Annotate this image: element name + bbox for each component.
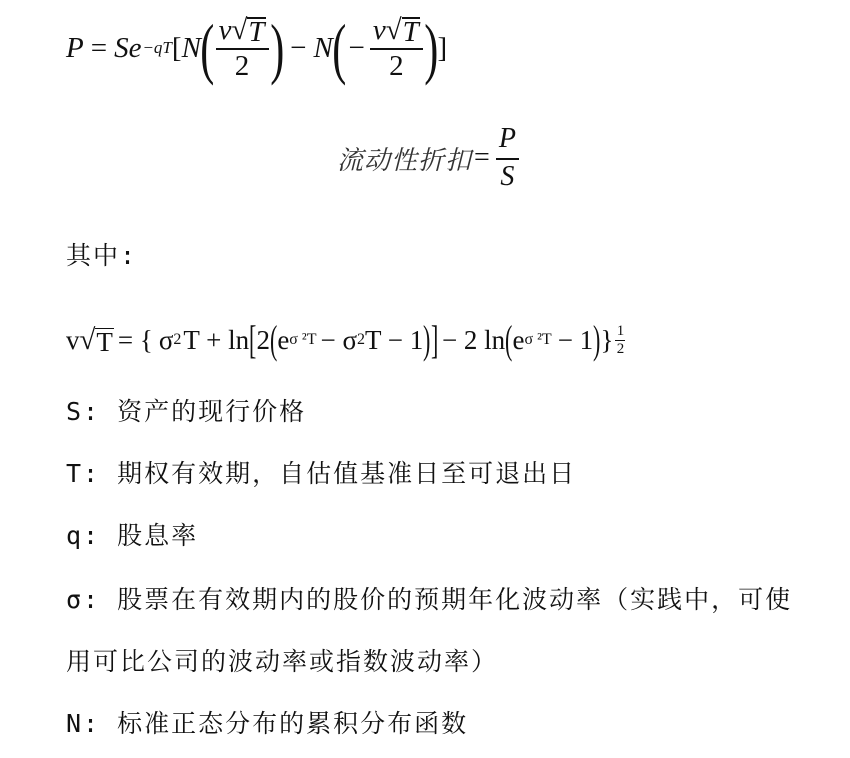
formula3-minus-one: − 1	[557, 324, 594, 355]
formula1-paren-open-2: (	[332, 10, 347, 86]
formula3-paren-close: )	[423, 317, 431, 362]
half-numerator: 1	[616, 322, 625, 339]
definition-term: S:	[66, 397, 101, 426]
formula3-e-2: e	[512, 324, 525, 355]
formula1-n-first: N	[181, 31, 201, 64]
radicand-t: T	[402, 16, 419, 48]
formula1-s: S	[114, 31, 129, 64]
formula-v-sqrt-t	[66, 312, 625, 368]
formula1-paren-close: )	[269, 10, 284, 86]
formula3-paren-open-2: (	[505, 317, 513, 362]
formula1-fraction-first	[216, 14, 269, 82]
definition-term: σ:	[66, 585, 101, 614]
radical-sign: √	[79, 324, 96, 356]
definition-text: 资产的现行价格	[117, 397, 307, 426]
formula3-minus-sigma: − σ	[320, 324, 358, 355]
formula3-equals-brace: = {	[117, 324, 153, 355]
definition-sigma	[66, 585, 792, 615]
formula3-sigma: σ	[158, 324, 174, 355]
formula3-exponent: σ ²T	[289, 331, 317, 348]
formula3-bracket-close: ]	[430, 317, 438, 362]
radicand-t: T	[96, 327, 113, 357]
formula3-t-minus-one: T − 1	[365, 324, 424, 355]
formula3-e: e	[277, 324, 290, 355]
formula1-v: v	[372, 14, 386, 46]
formula3-v: v	[66, 324, 80, 355]
radical-sign: √	[231, 14, 248, 46]
formula-liquidity-discount	[337, 118, 521, 198]
radicand-t: T	[248, 16, 265, 48]
formula2-numerator: P	[498, 123, 516, 154]
definition-text: 用可比公司的波动率或指数波动率）	[66, 647, 499, 676]
formula3-paren-open: (	[269, 317, 278, 362]
sqrt-t	[385, 14, 420, 48]
formula1-lbracket: [	[171, 31, 182, 64]
formula1-v: v	[218, 14, 232, 46]
definition-text: 期权有效期，自估值基准日至可退出日	[117, 459, 577, 488]
formula1-lhs: P	[66, 31, 84, 64]
formula2-label: 流动性折扣	[337, 145, 473, 176]
formula3-half-exponent	[615, 324, 625, 357]
fraction-denominator: 2	[389, 50, 404, 82]
sqrt-t	[80, 325, 114, 355]
definition-term: q:	[66, 521, 101, 550]
formula3-paren-close-2: )	[593, 317, 601, 362]
formula1-neg: −	[348, 31, 365, 64]
formula1-fraction-second	[370, 14, 423, 82]
formula3-exponent-2: σ ²T	[524, 331, 552, 348]
formula1-equals: =	[90, 31, 108, 64]
formula3-square: 2	[357, 331, 366, 348]
sqrt-t	[231, 14, 265, 48]
formula3-minus-2ln: − 2 ln	[441, 324, 506, 355]
definition-text: 股票在有效期内的股价的预期年化波动率（实践中，可使	[117, 585, 793, 614]
formula3-coef-two: 2	[256, 324, 270, 355]
fraction-numerator	[216, 14, 269, 48]
definition-text: 标准正态分布的累积分布函数	[117, 709, 469, 738]
formula-put-value	[66, 8, 447, 88]
definition-q	[66, 521, 198, 551]
definition-term: T:	[66, 459, 101, 488]
formula1-n-second: N	[313, 31, 333, 64]
formula3-bracket-open: [	[249, 317, 257, 362]
fraction-denominator: 2	[234, 50, 250, 82]
formula1-rbracket: ]	[437, 31, 448, 64]
formula2-denominator: S	[500, 161, 515, 192]
definition-n	[66, 709, 468, 739]
formula3-t-plus-ln: T + ln	[183, 324, 250, 355]
definition-text: 股息率	[117, 521, 199, 550]
fraction-numerator	[370, 14, 423, 48]
definition-t	[66, 459, 576, 489]
formula2-equals: =	[474, 142, 490, 173]
formula1-minus: −	[290, 31, 307, 64]
formula1-paren-open: (	[200, 10, 215, 86]
formula2-fraction	[496, 122, 519, 194]
definition-term: N:	[66, 709, 101, 738]
definition-sigma-continued	[66, 647, 498, 677]
definition-s	[66, 397, 306, 427]
formula1-paren-close-2: )	[424, 10, 439, 86]
formula1-e: e	[128, 31, 142, 64]
half-denominator: 2	[616, 340, 625, 357]
intro-text: 其中:	[66, 241, 138, 270]
formula3-brace-close: }	[600, 324, 614, 355]
formula3-square: 2	[173, 331, 182, 348]
radical-sign: √	[385, 14, 402, 46]
formula1-exponent: −qT	[142, 38, 172, 57]
